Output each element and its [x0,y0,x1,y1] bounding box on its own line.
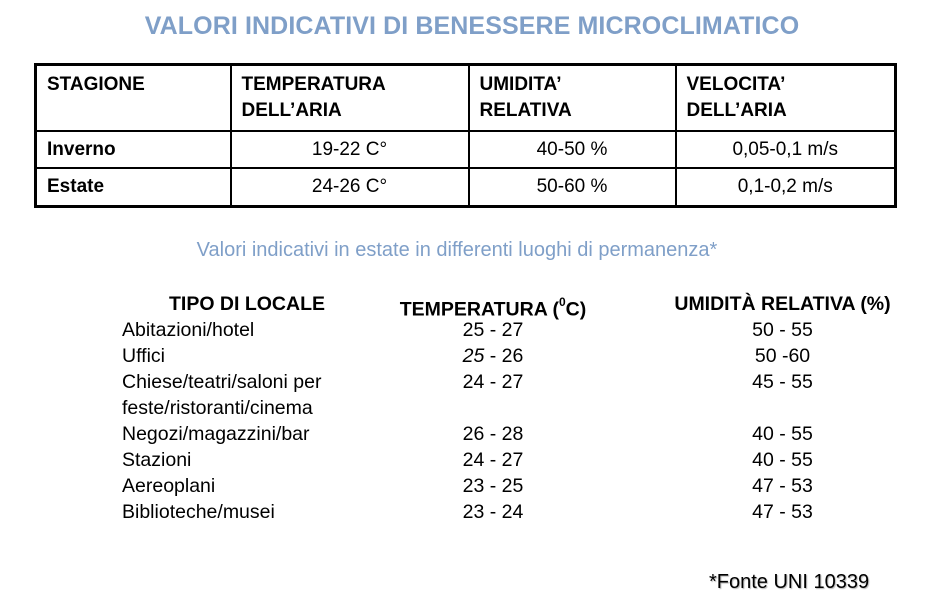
humidity-cell: 47 - 53 [752,475,813,497]
room-type-cell: Uffici [122,345,165,367]
header-air-velocity: VELOCITA’ DELL’ARIA [676,65,896,132]
room-type-cell: Biblioteche/musei [122,501,275,523]
humidity-cell: 50-60 % [469,168,676,206]
table-row [0,343,934,369]
header-relative-humidity: UMIDITA’ RELATIVA [469,65,676,132]
source-note: *Fonte UNI 10339 [709,571,870,593]
header-temperature: TEMPERATURA ($^0$C) [399,295,587,321]
room-type-cell: Abitazioni/hotel [122,319,255,341]
header-room-type: TIPO DI LOCALE [169,293,325,315]
temperature-cell: 26 - 28 [462,423,524,445]
temperature-cell: 23 - 24 [462,501,524,523]
table-row [36,131,896,168]
season-cell: Estate [36,168,231,206]
humidity-cell: 45 - 55 [752,371,813,393]
room-type-cell: Aereoplani [122,475,216,497]
summer-values-table [0,291,934,525]
humidity-cell: 50 -60 [754,345,811,367]
page-title: VALORI INDICATIVI DI BENESSERE MICROCLIMATICO [144,12,800,40]
humidity-cell: 40-50 % [469,131,676,168]
table-row [0,499,934,525]
room-type-cell: Negozi/magazzini/bar [122,423,310,445]
table-row [0,447,934,473]
header-air-temperature: TEMPERATURA DELL’ARIA [231,65,469,132]
season-cell: Inverno [36,131,231,168]
table-row [0,473,934,499]
velocity-cell: 0,1-0,2 m/s [676,168,896,206]
season-comfort-table [34,63,897,208]
header-season: STAGIONE [36,65,231,132]
velocity-cell: 0,05-0,1 m/s [676,131,896,168]
room-type-cell: Stazioni [122,449,192,471]
humidity-cell: 40 - 55 [752,423,813,445]
temperature-cell: 25 - 26 [462,345,524,367]
summer-table-header-row [0,291,934,321]
temperature-cell: 23 - 25 [462,475,524,497]
header-humidity: UMIDITÀ RELATIVA (%) [674,293,891,315]
temperature-cell: 24 - 27 [462,371,524,393]
humidity-cell: 47 - 53 [752,501,813,523]
season-table-header-row [36,65,896,132]
temperature-cell: 25 - 27 [462,319,524,341]
humidity-cell: 40 - 55 [752,449,813,471]
room-type-cell: Chiese/teatri/saloni per feste/ristoranti/cinema [122,371,322,419]
temperature-cell: 19-22 C° [231,131,469,168]
table-row [0,421,934,447]
table-row [0,317,934,343]
summer-subtitle: Valori indicativi in estate in differenti luoghi di permanenza* [196,239,718,261]
temperature-cell: 24-26 C° [231,168,469,206]
table-row [36,168,896,206]
humidity-cell: 50 - 55 [752,319,813,341]
table-row [0,369,934,421]
temperature-cell: 24 - 27 [462,449,524,471]
